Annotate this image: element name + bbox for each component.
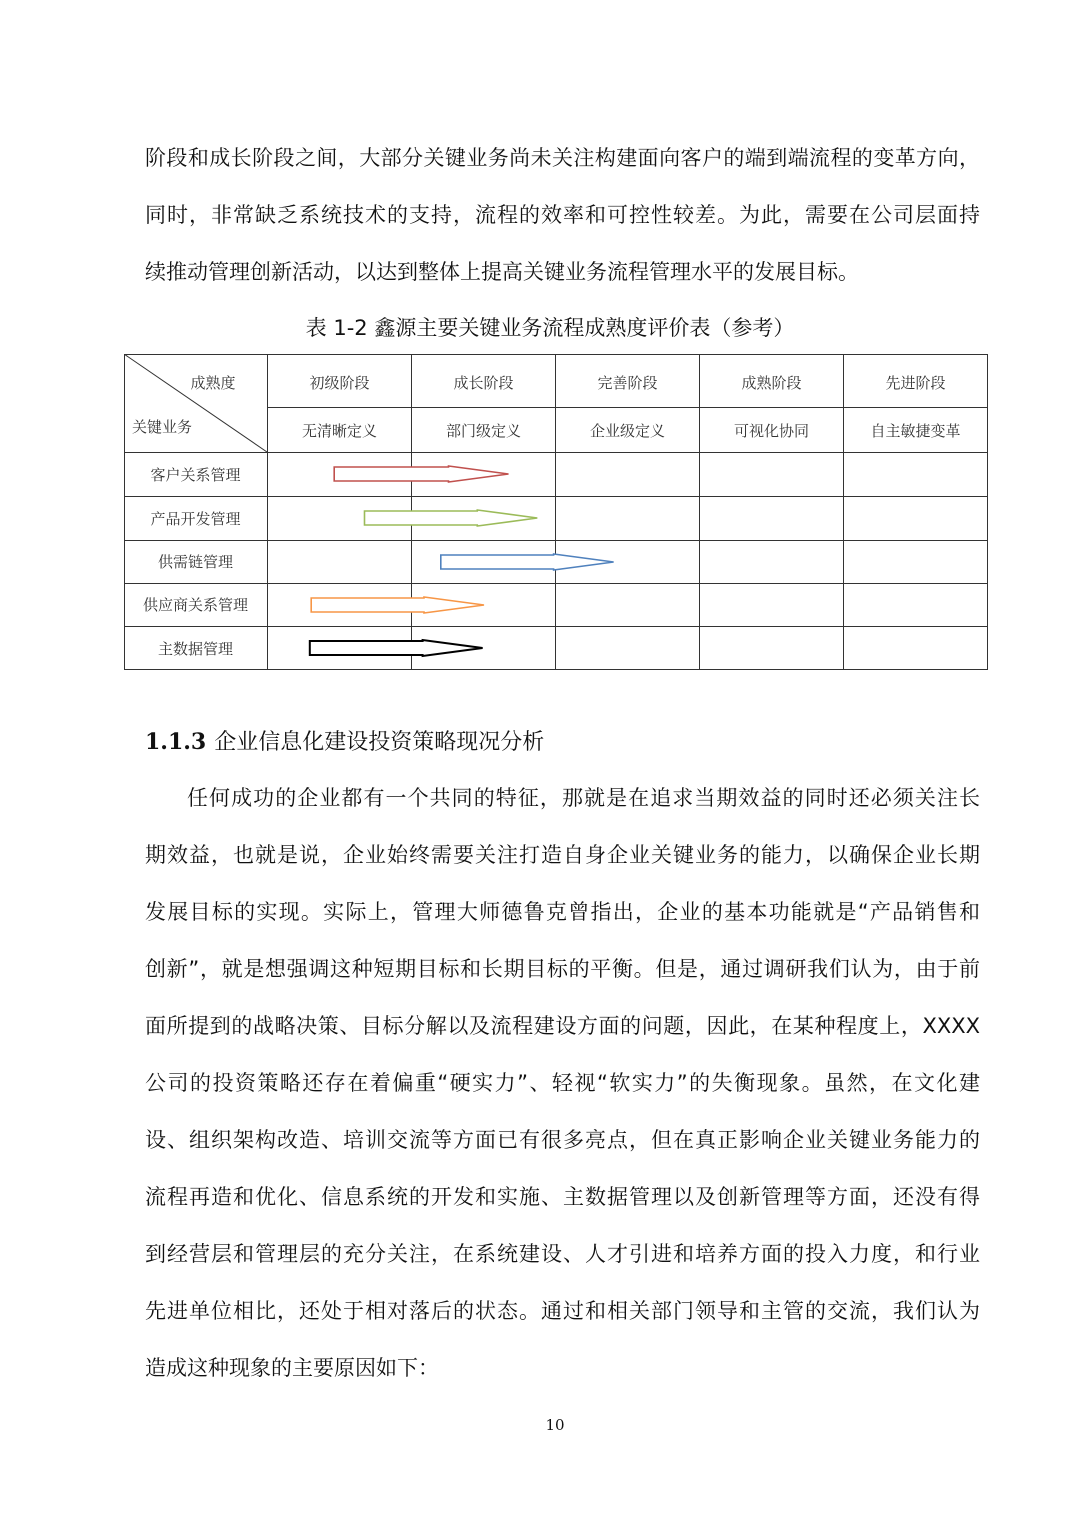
text-line: 公司的投资策略还存在着偏重“硬实力”、轻视“软实力”的失衡现象。虽然，在文化建 (145, 1071, 980, 1095)
paragraph-top (145, 130, 980, 301)
text-line: 任何成功的企业都有一个共同的特征，那就是在追求当期效益的同时还必须关注长 (187, 786, 980, 810)
row-label: 主数据管理 (157, 640, 233, 658)
corner-label-maturity: 成熟度 (190, 374, 236, 392)
corner-label-business: 关键业务 (132, 418, 193, 436)
stage-description: 企业级定义 (589, 422, 665, 440)
paragraph-main (145, 770, 980, 1397)
maturity-arrow (310, 640, 483, 656)
text-line: 期效益，也就是说，企业始终需要关注打造自身企业关键业务的能力，以确保企业长期 (145, 843, 980, 867)
text-line: 同时，非常缺乏系统技术的支持，流程的效率和可控性较差。为此，需要在公司层面持 (145, 203, 980, 227)
maturity-table (124, 354, 988, 670)
maturity-arrow (311, 597, 484, 613)
maturity-arrow (365, 510, 538, 526)
arrow-layer (310, 466, 614, 656)
stage-description: 部门级定义 (445, 422, 521, 440)
text-line: 流程再造和优化、信息系统的开发和实施、主数据管理以及创新管理等方面，还没有得 (145, 1185, 980, 1209)
text-line: 续推动管理创新活动，以达到整体上提高关键业务流程管理水平的发展目标。 (145, 260, 859, 284)
section-title: 企业信息化建设投资策略现况分析 (214, 730, 545, 755)
stage-description: 自主敏捷变革 (870, 422, 961, 440)
stage-header: 完善阶段 (597, 374, 658, 392)
maturity-arrow (441, 554, 614, 570)
text-line: 创新”，就是想强调这种短期目标和长期目标的平衡。但是，通过调研我们认为，由于前 (145, 957, 980, 981)
stage-description: 无清晰定义 (301, 422, 377, 440)
text-line: 造成这种现象的主要原因如下： (145, 1356, 439, 1380)
text-line: 设、组织架构改造、培训交流等方面已有很多亮点，但在真正影响企业关键业务能力的 (145, 1128, 980, 1152)
corner-diagonal (124, 354, 267, 452)
stage-description: 可视化协同 (733, 422, 809, 440)
table-caption: 表 1-2 鑫源主要关键业务流程成熟度评价表（参考） (305, 316, 795, 340)
page-number: 10 (545, 1416, 565, 1434)
stage-header: 成熟阶段 (741, 374, 802, 392)
row-label: 供应商关系管理 (142, 596, 248, 614)
row-label: 供需链管理 (157, 553, 233, 571)
maturity-arrow (334, 466, 508, 482)
text-line: 到经营层和管理层的充分关注，在系统建设、人才引进和培养方面的投入力度，和行业 (145, 1242, 980, 1266)
text-line: 先进单位相比，还处于相对落后的状态。通过和相关部门领导和主管的交流，我们认为 (145, 1299, 980, 1323)
stage-header: 初级阶段 (309, 374, 370, 392)
section-number: 1.1.3 (145, 729, 207, 755)
row-label: 客户关系管理 (150, 466, 241, 484)
stage-header: 成长阶段 (453, 374, 514, 392)
section-heading (145, 722, 544, 763)
text-line: 面所提到的战略决策、目标分解以及流程建设方面的问题，因此，在某种程度上，XXXX (145, 1014, 980, 1038)
text-line: 发展目标的实现。实际上，管理大师德鲁克曾指出，企业的基本功能就是“产品销售和 (145, 900, 980, 924)
text-line: 阶段和成长阶段之间，大部分关键业务尚未关注构建面向客户的端到端流程的变革方向， (145, 146, 980, 170)
row-label: 产品开发管理 (150, 510, 241, 528)
stage-header: 先进阶段 (885, 374, 946, 392)
